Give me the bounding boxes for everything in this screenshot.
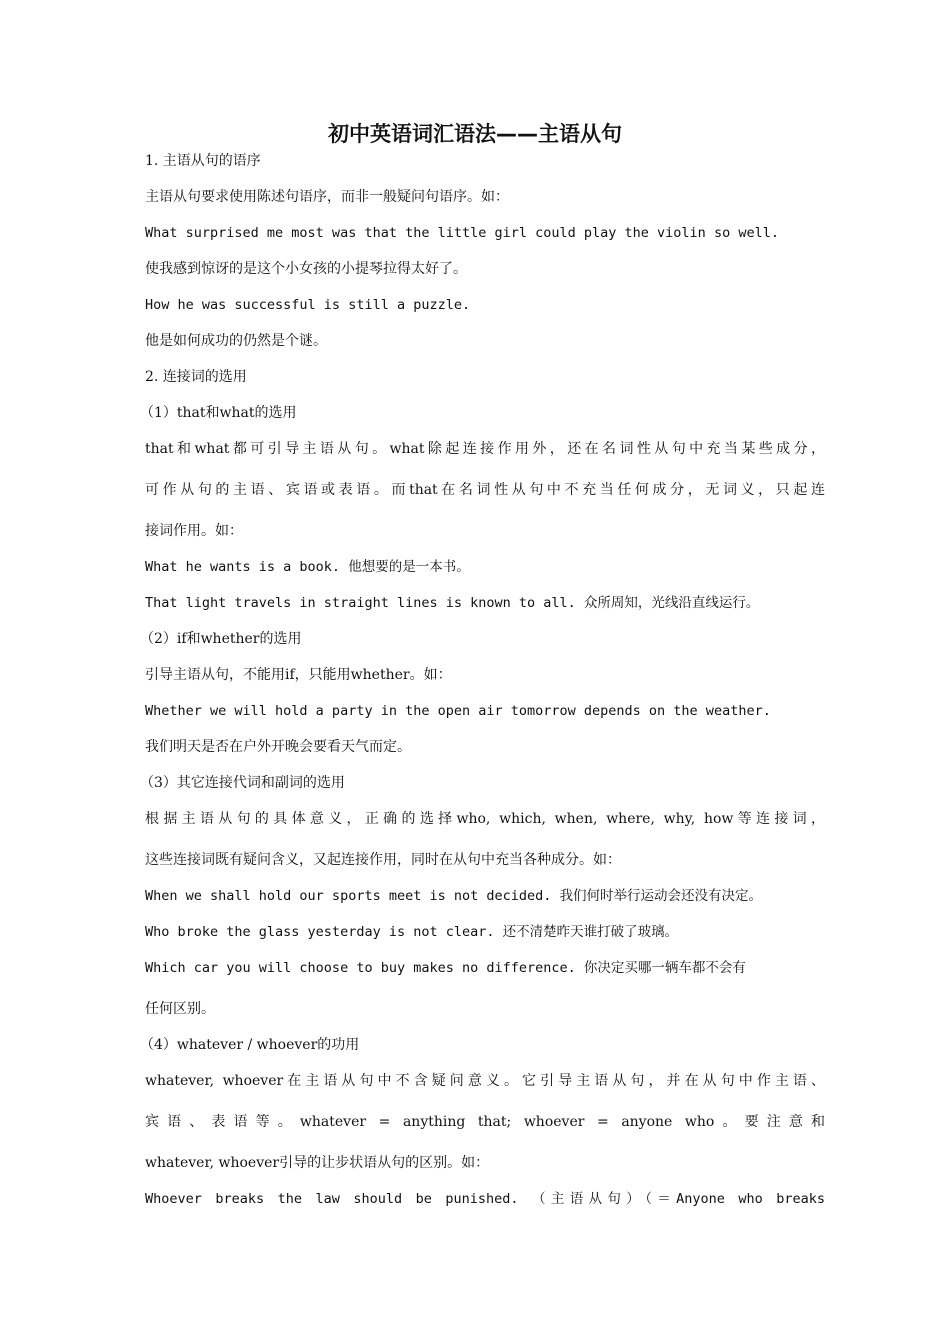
example-sentence: What he wants is a book. 他想要的是一本书。: [145, 559, 470, 575]
paragraph-line: whatever, whoever引导的让步状语从句的区别。如：: [145, 1155, 490, 1171]
example-sentence: What surprised me most was that the little girl could play the violin so well.: [145, 225, 779, 241]
example-sentence: That light travels in straight lines is known to all. 众所周知，光线沿直线运行。: [145, 595, 760, 611]
paragraph-line: 可作从句的主语、宾语或表语。而that在名词性从句中不充当任何成分，无词义，只起连: [145, 482, 825, 498]
document-title: 初中英语词汇语法——主语从句: [328, 122, 622, 146]
paragraph-line: 引导主语从句，不能用if，只能用whether。如：: [145, 667, 452, 683]
translation-line: 任何区别。: [145, 1001, 215, 1017]
paragraph-line: 接词作用。如：: [145, 523, 243, 539]
example-sentence: Whoever breaks the law should be punished. （主语从句）（＝Anyone who breaks: [145, 1191, 825, 1207]
paragraph-line: 根据主语从句的具体意义，正确的选择who, which, when, where, why, how等连接词，: [145, 811, 825, 827]
paragraph-line: whatever, whoever在主语从句中不含疑问意义。它引导主语从句，并在从句中作主语、: [145, 1073, 825, 1089]
subsection-heading-other-connectives: （3）其它连接代词和副词的选用: [140, 775, 345, 791]
example-sentence: Which car you will choose to buy makes no difference. 你决定买哪一辆车都不会有: [145, 960, 746, 976]
example-sentence: When we shall hold our sports meet is not decided. 我们何时举行运动会还没有决定。: [145, 888, 763, 904]
example-sentence: How he was successful is still a puzzle.: [145, 297, 471, 313]
translation-line: 我们明天是否在户外开晚会要看天气而定。: [145, 739, 411, 755]
paragraph-line: 这些连接词既有疑问含义，又起连接作用，同时在从句中充当各种成分。如：: [145, 852, 621, 868]
paragraph-line: 宾语、表语等。whatever = anything that; whoever = anyone who。要注意和: [145, 1114, 825, 1130]
example-sentence: Whether we will hold a party in the open air tomorrow depends on the weather.: [145, 703, 771, 719]
subsection-heading-that-what: （1）that和what的选用: [140, 405, 297, 421]
translation-line: 他是如何成功的仍然是个谜。: [145, 333, 327, 349]
subsection-heading-if-whether: （2）if和whether的选用: [140, 631, 302, 647]
example-sentence: Who broke the glass yesterday is not clear. 还不清楚昨天谁打破了玻璃。: [145, 924, 679, 940]
paragraph-line: 主语从句要求使用陈述句语序，而非一般疑问句语序。如：: [145, 189, 509, 205]
translation-line: 使我感到惊讶的是这个小女孩的小提琴拉得太好了。: [145, 261, 467, 277]
section-heading-connectives: 2. 连接词的选用: [145, 369, 247, 385]
subsection-heading-whatever-whoever: （4）whatever / whoever的功用: [140, 1037, 360, 1053]
section-heading-word-order: 1. 主语从句的语序: [145, 153, 261, 169]
paragraph-line: that和what都可引导主语从句。what除起连接作用外，还在名词性从句中充当某些成分，: [145, 441, 825, 457]
